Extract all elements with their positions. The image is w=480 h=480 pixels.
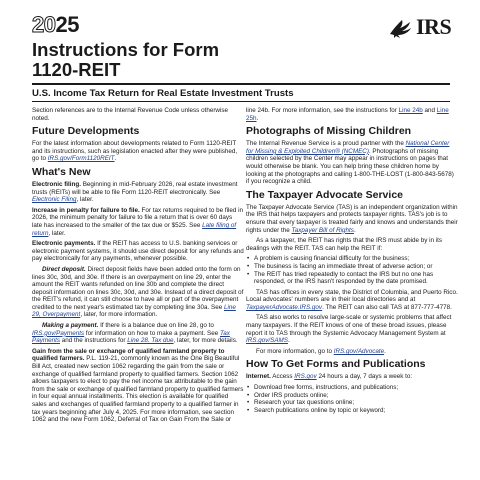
making-payment-text-b: for information on how to make a payment. See	[84, 329, 220, 337]
title-rule	[32, 83, 450, 85]
tax-year-outline: 20	[32, 12, 56, 37]
tas-systemic-text-b: .	[288, 337, 290, 345]
penalty-text-a: For tax returns required to be filed in 2026, the minimum penalty for failure to file a return that is over 60 days late has increased to the smaller of the tax due or $525. See	[32, 206, 244, 229]
missing-children-paragraph	[246, 140, 458, 186]
direct-deposit-title: Direct deposit.	[42, 265, 86, 273]
missing-children-text-a: The Internal Revenue Service is a proud partner with the	[246, 140, 406, 148]
continued-text-b: and	[422, 107, 437, 114]
tax-due-link[interactable]: Line 28. Tax due	[127, 337, 174, 345]
tas-systemic-text: TAS also works to resolve large-scale or systemic problems that affect many taxpayers. If the REIT knows of one of these broad issues, please report it to TAS through the Systemic Advocacy Management System at	[246, 314, 452, 337]
missing-children-text-b: . Photographs of missing children selected by the Center may appear in instructions on pages that would otherwise be blank. You can help bring these children home by looking at the photographs and calling 1-800-THE-LOST (1-800-843-5678) if you recognize a child.	[246, 147, 454, 186]
list-item: • Download free forms, instructions, and publications;	[246, 384, 458, 392]
taxpayer-advocate-link[interactable]: TaxpayerAdvocate.IRS.gov	[246, 303, 323, 311]
making-payment-title: Making a payment.	[42, 322, 99, 330]
left-column	[32, 107, 244, 427]
tas-conditions-list	[246, 255, 458, 285]
electronic-filing-title: Electronic filing.	[32, 180, 81, 188]
penalty-increase-paragraph	[32, 207, 244, 237]
irs-gov-link[interactable]: IRS.gov	[294, 373, 317, 381]
list-item: • Search publications online by topic or keyword;	[246, 407, 458, 415]
tas-more-paragraph	[246, 348, 458, 356]
tax-year	[32, 14, 79, 36]
internet-title: Internet.	[246, 373, 271, 381]
farmland-gain-paragraph	[32, 348, 244, 424]
right-column	[246, 107, 458, 417]
document-subtitle: U.S. Income Tax Return for Real Estate Investment Trusts	[32, 88, 294, 99]
heading-taxpayer-advocate: The Taxpayer Advocate Service	[246, 188, 403, 201]
penalty-text-b: , later.	[48, 229, 66, 237]
irs-payments-link[interactable]: IRS.gov/Payments	[32, 329, 85, 337]
tas-more-text-a: For more information, go to	[256, 347, 334, 355]
irs-form1120reit-link[interactable]: IRS.gov/Form1120REIT	[47, 155, 115, 163]
irs-sams-link[interactable]: IRS.gov/SAMS	[246, 337, 288, 345]
tas-more-text-b: .	[384, 347, 386, 355]
taxpayer-bill-of-rights-link[interactable]: Taxpayer Bill of Rights	[291, 226, 354, 234]
tas-offices-paragraph	[246, 289, 458, 312]
line-25h-link[interactable]: Line 25h	[246, 107, 449, 122]
tas-offices-text-a: TAS has offices in every state, the District of Columbia, and Puerto Rico. Local advocates' numbers are in their local directories and at	[246, 288, 458, 304]
tas-help-paragraph: As a taxpayer, the REIT has rights that the IRS must abide by in its dealings with the REIT. TAS can help the REIT if:	[246, 237, 443, 252]
continued-text-a: line 24b. For more information, see the instructions for	[246, 107, 399, 114]
heading-missing-children: Photographs of Missing Children	[246, 125, 412, 138]
intro-text: Section references are to the Internal Revenue Code unless otherwise noted.	[32, 107, 229, 122]
internet-text-a: Access	[270, 373, 295, 381]
direct-deposit-text-a: Direct deposit fields have been added onto the form on lines 30c, 30d, and 30e. If there is an overpayment on line 29, enter the amount the REIT wants refunded on line 30b and complete the direct deposit information on lines 30c, 30d, and 30e. Instead of a direct deposit of the REIT's refund, it can still choose to have all or part of the overpayment credited to the next year's estimated tax by completing line 30a. See	[32, 265, 244, 311]
electronic-payments-text: If the REIT has access to U.S. banking services or electronic payment systems, it should use direct deposit for any refunds and pay electronically for any payments, whenever possible.	[32, 240, 244, 263]
electronic-payments-title: Electronic payments.	[32, 240, 96, 248]
ncmec-link[interactable]: National Center for Missing & Exploited Children® (NCMEC)	[246, 140, 450, 155]
internet-paragraph	[246, 373, 458, 381]
subtitle-rule	[32, 101, 450, 102]
document-title	[32, 40, 219, 80]
document-title-line1: Instructions for Form	[32, 39, 220, 60]
list-item: • Order IRS products online;	[246, 392, 458, 400]
overpayment-link[interactable]: Line 29, Overpayment	[32, 303, 236, 319]
making-payment-text-d: , later, for more details.	[173, 337, 238, 345]
future-text-b: .	[114, 155, 117, 163]
list-item: • A problem is causing financial difficulty for the business;	[246, 255, 458, 263]
continued-text-c: .	[256, 114, 259, 122]
document-title-line2: 1120-REIT	[32, 59, 121, 80]
list-item: • The REIT has tried repeatedly to contact the IRS but no one has responded, or the IRS hasn't responded by the date promised.	[246, 271, 458, 286]
direct-deposit-text-b: , later, for more information.	[80, 311, 158, 319]
electronic-filing-text-b: , later.	[76, 196, 94, 204]
internet-services-list	[246, 384, 458, 414]
tax-payments-link[interactable]: Tax Payments	[32, 329, 230, 345]
heading-future-developments: Future Developments	[32, 125, 140, 138]
heading-whats-new: What's New	[32, 165, 91, 178]
line-24b-link[interactable]: Line 24b	[398, 107, 423, 114]
list-item: • The business is facing an immediate threat of adverse action; or	[246, 263, 458, 271]
continued-paragraph	[246, 107, 458, 122]
future-developments-text	[32, 140, 244, 163]
eagle-icon	[388, 14, 414, 40]
electronic-filing-text-a: Beginning in mid-February 2026, real estate investment trusts (REITs) will be able to file Form 1120-REIT electronically. See	[32, 180, 238, 196]
making-payment-paragraph	[32, 322, 244, 345]
electronic-filing-link[interactable]: Electronic Filing	[32, 196, 77, 204]
electronic-payments-paragraph	[32, 240, 244, 263]
heading-forms-publications: How To Get Forms and Publications	[246, 358, 426, 371]
penalty-increase-title: Increase in penalty for failure to file.	[32, 206, 140, 214]
farmland-gain-text: P.L. 119-21, commonly known as the One Big Beautiful Bill Act, created new section 1062 regarding the gain from the sale or exchange of qualified farmland property to qualified farmers. Section 1062 allows taxpayers to elect to pay the net income tax attributable to the gain from the sale or exchange of qualified farmland property to qualified farmers in four equal annual installments. This election is available for qualified sales and exchanges of qualified farmland property to a qualified farmer in tax years beginning after July 4, 2025. For more information, see section 1062 and the new Form 1062, Deferral of Tax on Gain From the Sale or	[32, 355, 244, 424]
electronic-filing-paragraph	[32, 181, 244, 204]
tas-offices-text-b: . The REIT can also call TAS at 877-777-4778.	[322, 303, 452, 311]
direct-deposit-paragraph	[32, 266, 244, 319]
farmland-gain-title: Gain from the sale or exchange of qualified farmland property to qualified farmers.	[32, 347, 225, 363]
irs-logo	[388, 14, 451, 40]
future-text-a: For the latest information about developments related to Form 1120-REIT and its instructions, such as legislation enacted after they were published, go to	[32, 140, 238, 163]
tas-text-b: .	[353, 226, 356, 234]
late-filing-link[interactable]: Late filing of return	[32, 221, 237, 237]
irs-logo-text: IRS	[416, 14, 452, 39]
internet-text-b: 24 hours a day, 7 days a week to:	[316, 373, 413, 381]
tas-paragraph	[246, 204, 458, 234]
making-payment-text-c: and the instructions for	[60, 337, 128, 345]
irs-advocate-link[interactable]: IRS.gov/Advocate	[333, 347, 385, 355]
tas-systemic-paragraph	[246, 314, 458, 344]
making-payment-text-a: If there is a balance due on line 28, go to	[98, 322, 214, 330]
tas-text-a: The Taxpayer Advocate Service (TAS) is an independent organization within the IRS that helps taxpayers and protects taxpayer rights. TAS's job is to ensure that every taxpayer is treated fairly and knows and understands their rights under the	[246, 203, 458, 234]
list-item: • Research your tax questions online;	[246, 399, 458, 407]
tax-year-solid: 25	[55, 12, 79, 37]
